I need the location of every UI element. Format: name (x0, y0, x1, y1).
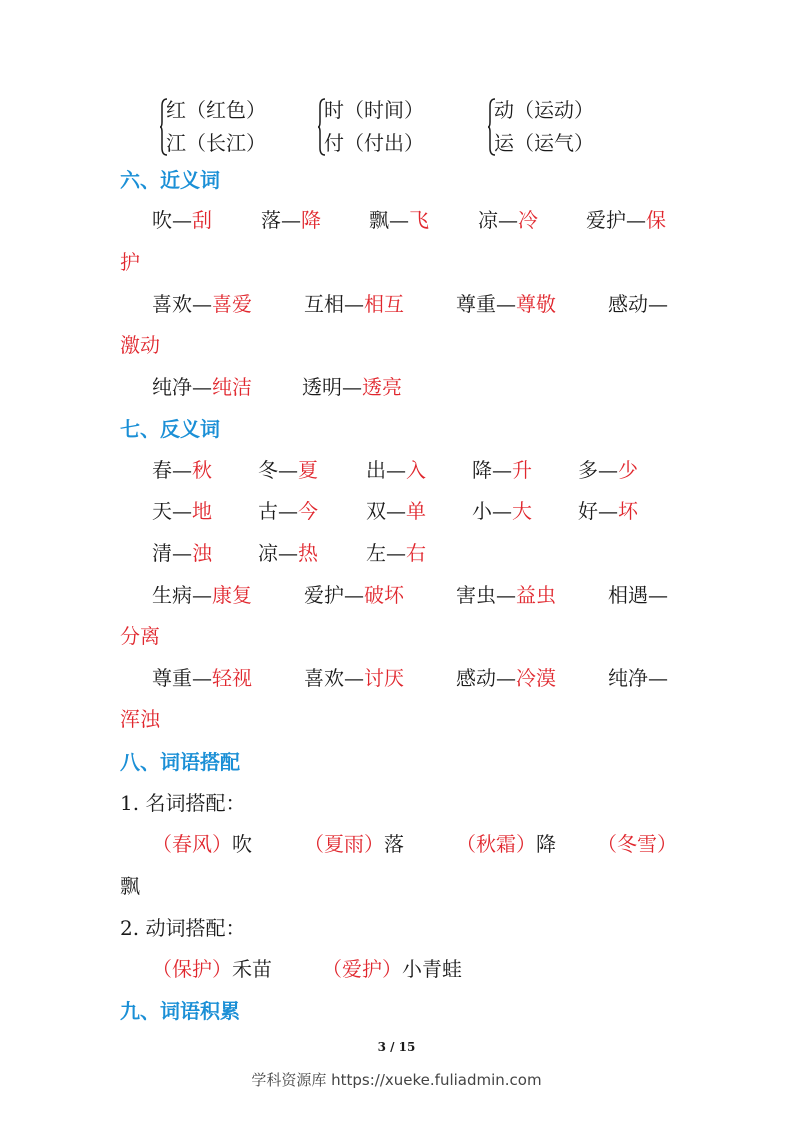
answer: 破坏 (364, 583, 404, 607)
synonym-row (0, 370, 793, 404)
answer: 护 (120, 250, 140, 274)
synonym-pair (152, 370, 252, 404)
antonym-pair (366, 536, 426, 570)
polyphone-entry: 江（长江） (166, 131, 266, 155)
word: 吹— (152, 208, 192, 232)
answer: 浊 (192, 541, 212, 565)
antonym-pair (578, 494, 638, 528)
antonym-pair (366, 494, 426, 528)
answer: 纯洁 (212, 375, 252, 399)
word: 纯净— (608, 666, 668, 690)
polyphone-entry: 运（运气） (494, 131, 594, 155)
word: 古— (258, 499, 298, 523)
answer: 少 (618, 458, 638, 482)
word: 透明— (302, 375, 362, 399)
synonym-row (0, 203, 793, 237)
answer: 降 (301, 208, 321, 232)
subheading-verb-collocation: 2. 动词搭配： (120, 916, 246, 940)
answer: 相互 (364, 292, 404, 316)
answer: 夏雨 (324, 832, 364, 856)
answer: 右 (406, 541, 426, 565)
word: 天— (152, 499, 192, 523)
antonym-pair (578, 453, 638, 487)
collocation-pair: （冬雪） (597, 832, 677, 856)
word: 爱护— (304, 583, 364, 607)
answer: 康复 (212, 583, 252, 607)
page-number: 3 / 15 (377, 1040, 416, 1054)
synonym-pair (302, 370, 402, 404)
subheading-noun-collocation: 1. 名词搭配： (120, 791, 246, 815)
section-heading-synonyms: 六、近义词 (120, 168, 220, 192)
word: 清— (152, 541, 192, 565)
antonym-row (0, 494, 793, 528)
antonym-row (0, 536, 793, 570)
synonym-row (0, 245, 793, 279)
section-heading-antonyms: 七、反义词 (120, 417, 220, 441)
word: 好— (578, 499, 618, 523)
synonym-row (0, 328, 793, 362)
synonym-row (0, 287, 793, 321)
answer: 尊敬 (516, 292, 556, 316)
answer: 热 (298, 541, 318, 565)
answer: 分离 (120, 624, 160, 648)
antonym-pair (258, 494, 318, 528)
antonym-pair (304, 661, 404, 695)
antonym-pair (152, 578, 252, 612)
synonym-pair (478, 203, 538, 237)
word: 相遇— (608, 583, 668, 607)
synonym-pair (304, 287, 404, 321)
answer: 今 (298, 499, 318, 523)
polyphone-entry: 时（时间） (324, 98, 424, 122)
word: 降— (472, 458, 512, 482)
answer: 入 (406, 458, 426, 482)
answer: 冷 (518, 208, 538, 232)
word: 出— (366, 458, 406, 482)
word: 爱护— (586, 208, 646, 232)
antonym-pair (304, 578, 404, 612)
word: 双— (366, 499, 406, 523)
collocation-pair: （夏雨）落 (304, 832, 404, 856)
answer: 升 (512, 458, 532, 482)
answer: 冬雪 (617, 832, 657, 856)
collocation-pair: （爱护）小青蛙 (322, 957, 462, 981)
answer: 坏 (618, 499, 638, 523)
antonym-pair (456, 661, 556, 695)
answer: 保 (646, 208, 666, 232)
answer: 轻视 (212, 666, 252, 690)
word: 害虫— (456, 583, 516, 607)
word: 感动— (456, 666, 516, 690)
word: 小青蛙 (402, 957, 462, 981)
word: 互相— (304, 292, 364, 316)
word: 小— (472, 499, 512, 523)
word: 凉— (258, 541, 298, 565)
word: 飘 (120, 874, 140, 898)
answer: 春风 (172, 832, 212, 856)
word: 尊重— (456, 292, 516, 316)
polyphone-entry: 付（付出） (324, 131, 424, 155)
word: 纯净— (152, 375, 212, 399)
synonym-pair (152, 287, 252, 321)
collocation-pair: （保护）禾苗 (152, 957, 272, 981)
collocation-pair: （秋霜）降 (456, 832, 556, 856)
answer: 激动 (120, 333, 160, 357)
answer: 益虫 (516, 583, 556, 607)
synonym-pair (152, 203, 212, 237)
antonym-pair (258, 453, 318, 487)
footer-watermark: 学科资源库 https://xueke.fuliadmin.com (251, 1071, 542, 1089)
answer: 秋 (192, 458, 212, 482)
word: 春— (152, 458, 192, 482)
word: 禾苗 (232, 957, 272, 981)
word: 左— (366, 541, 406, 565)
polyphone-row-bottom (0, 126, 793, 160)
antonym-pair (152, 453, 212, 487)
antonym-row (0, 661, 793, 695)
word: 喜欢— (304, 666, 364, 690)
answer: 喜爱 (212, 292, 252, 316)
antonym-pair (152, 494, 212, 528)
word: 吹 (232, 832, 252, 856)
word: 降 (536, 832, 556, 856)
antonym-row (0, 578, 793, 612)
answer: 单 (406, 499, 426, 523)
polyphone-entry: 红（红色） (166, 98, 266, 122)
antonym-pair (258, 536, 318, 570)
answer: 爱护 (342, 957, 382, 981)
answer: 保护 (172, 957, 212, 981)
answer: 冷漠 (516, 666, 556, 690)
section-heading-vocabulary: 九、词语积累 (120, 999, 240, 1023)
word: 凉— (478, 208, 518, 232)
synonym-pair (586, 203, 666, 237)
antonym-row (0, 619, 793, 653)
answer: 地 (192, 499, 212, 523)
antonym-pair (152, 661, 252, 695)
collocation-pair: （春风）吹 (152, 832, 252, 856)
antonym-pair (366, 453, 426, 487)
word: 多— (578, 458, 618, 482)
answer: 夏 (298, 458, 318, 482)
collocation-row (0, 952, 793, 986)
antonym-pair (472, 494, 532, 528)
synonym-pair (456, 287, 556, 321)
antonym-pair (152, 536, 212, 570)
answer: 讨厌 (364, 666, 404, 690)
synonym-pair (369, 203, 429, 237)
collocation-row (0, 827, 793, 861)
collocation-row (0, 869, 793, 903)
section-heading-collocations: 八、词语搭配 (120, 750, 240, 774)
antonym-row (0, 453, 793, 487)
polyphone-entry: 动（运动） (494, 98, 594, 122)
word: 飘— (369, 208, 409, 232)
antonym-row (0, 702, 793, 736)
answer: 大 (512, 499, 532, 523)
antonym-pair (472, 453, 532, 487)
answer: 刮 (192, 208, 212, 232)
answer: 浑浊 (120, 707, 160, 731)
polyphone-row-top (0, 93, 793, 127)
answer: 飞 (409, 208, 429, 232)
answer: 秋霜 (476, 832, 516, 856)
word: 感动— (608, 292, 668, 316)
word: 落 (384, 832, 404, 856)
answer: 透亮 (362, 375, 402, 399)
antonym-pair (456, 578, 556, 612)
word: 喜欢— (152, 292, 212, 316)
word: 生病— (152, 583, 212, 607)
word: 尊重— (152, 666, 212, 690)
word: 冬— (258, 458, 298, 482)
word: 落— (261, 208, 301, 232)
synonym-pair (261, 203, 321, 237)
